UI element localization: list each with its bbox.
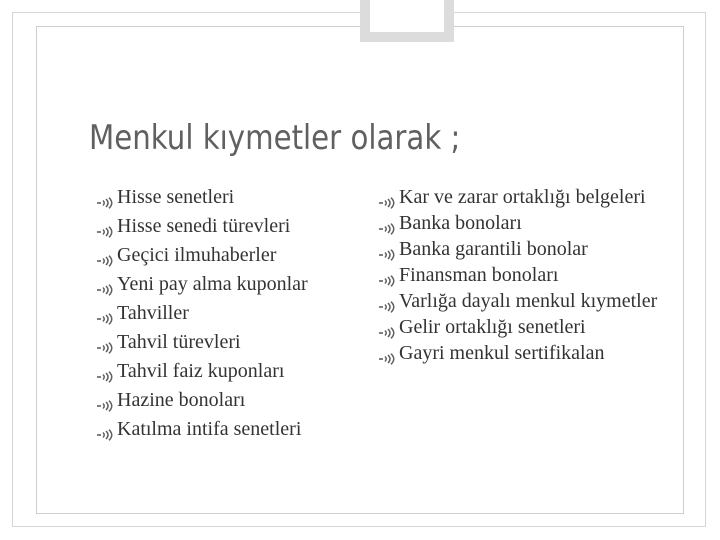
wifi-bullet-icon xyxy=(96,221,114,233)
slide-corner-accent-inner xyxy=(370,0,444,32)
list-item-text: Katılma intifa senetleri xyxy=(117,418,302,440)
wifi-bullet-icon xyxy=(96,395,114,407)
wifi-bullet-icon xyxy=(96,308,114,320)
slide-title: Menkul kıymetler olarak ; xyxy=(89,118,461,158)
list-item xyxy=(96,186,346,209)
wifi-bullet-icon xyxy=(96,424,114,436)
list-item xyxy=(378,238,668,260)
list-item xyxy=(96,331,346,354)
list-item xyxy=(96,418,346,441)
wifi-bullet-icon xyxy=(96,337,114,349)
list-item-text: Banka garantili bonolar xyxy=(399,238,588,260)
wifi-bullet-icon xyxy=(378,244,396,256)
list-item xyxy=(96,302,346,325)
list-item-text: Tahviller xyxy=(117,302,189,324)
list-item xyxy=(378,264,668,286)
list-item xyxy=(378,342,668,364)
wifi-bullet-icon xyxy=(378,270,396,282)
list-item xyxy=(96,389,346,412)
list-item xyxy=(96,360,346,383)
list-item xyxy=(96,244,346,267)
list-item xyxy=(378,186,668,208)
list-item-text: Finansman bonoları xyxy=(399,264,559,286)
left-bullet-list xyxy=(96,186,346,447)
list-item xyxy=(378,290,668,312)
wifi-bullet-icon xyxy=(96,279,114,291)
list-item-text: Geçici ilmuhaberler xyxy=(117,244,277,266)
list-item-text: Banka bonoları xyxy=(399,212,522,234)
wifi-bullet-icon xyxy=(378,348,396,360)
list-item-text: Tahvil türevleri xyxy=(117,331,241,353)
wifi-bullet-icon xyxy=(378,218,396,230)
list-item xyxy=(378,212,668,234)
list-item-text: Gayri menkul sertifikalan xyxy=(399,342,605,364)
list-item xyxy=(378,316,668,338)
list-item-text: Kar ve zarar ortaklığı belgeleri xyxy=(399,186,646,208)
wifi-bullet-icon xyxy=(96,366,114,378)
list-item xyxy=(96,215,346,238)
list-item-text: Varlığa dayalı menkul kıymetler xyxy=(399,290,658,312)
right-bullet-list xyxy=(378,186,668,368)
wifi-bullet-icon xyxy=(378,296,396,308)
wifi-bullet-icon xyxy=(378,322,396,334)
list-item-text: Gelir ortaklığı senetleri xyxy=(399,316,586,338)
wifi-bullet-icon xyxy=(96,250,114,262)
list-item-text: Tahvil faiz kuponları xyxy=(117,360,285,382)
list-item-text: Yeni pay alma kuponlar xyxy=(117,273,308,295)
wifi-bullet-icon xyxy=(96,192,114,204)
list-item-text: Hisse senedi türevleri xyxy=(117,215,291,237)
list-item xyxy=(96,273,346,296)
list-item-text: Hisse senetleri xyxy=(117,186,235,208)
wifi-bullet-icon xyxy=(378,192,396,204)
list-item-text: Hazine bonoları xyxy=(117,389,246,411)
